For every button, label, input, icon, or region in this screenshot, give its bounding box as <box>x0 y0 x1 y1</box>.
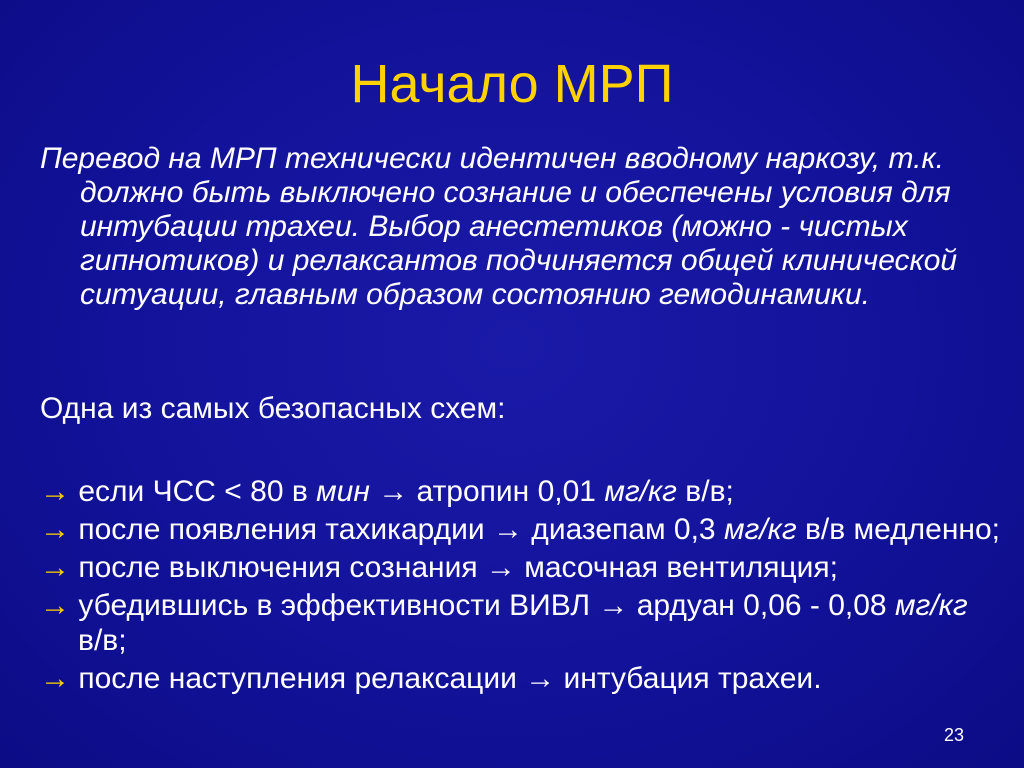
scheme-steps <box>40 474 1000 699</box>
step-text: после наступления релаксации → интубация трахеи. <box>70 662 822 695</box>
arrow-icon: → <box>40 589 70 622</box>
step-3 <box>40 550 1000 585</box>
arrow-icon: → <box>40 662 70 695</box>
page-number: 23 <box>943 725 964 745</box>
step-text: убедившись в эффективности ВИВЛ → ардуан 0,06 - 0,08 <box>70 589 895 622</box>
step-text: → атропин 0,01 <box>369 475 605 508</box>
step-text: если ЧСС < 80 в <box>70 475 317 508</box>
step-text: после выключения сознания → масочная вентиляция; <box>70 551 839 584</box>
step-1 <box>40 474 1000 509</box>
step-text: после появления тахикардии → диазепам 0,3 <box>70 513 724 546</box>
step-unit: мг/кг <box>723 513 797 546</box>
step-text: в/в; <box>676 475 734 508</box>
arrow-icon: → <box>40 513 70 546</box>
step-2 <box>40 512 1000 547</box>
arrow-icon: → <box>40 551 70 584</box>
step-unit: мг/кг <box>604 475 677 508</box>
step-unit: мин <box>316 475 370 508</box>
slide-title: Начало МРП <box>350 54 674 114</box>
step-text: в/в; <box>78 624 127 657</box>
intro-paragraph: Перевод на МРП технически идентичен вводному наркозу, т.к. должно быть выключено сознание и обеспечены условия для интубации трахеи. Выбор анестетиков (можно - чистых гипнотиков) и релаксантов подчиняется общей клинической ситуации, главным образом состоянию гемодинамики. <box>40 142 958 311</box>
scheme-intro: Одна из самых безопасных схем: <box>40 392 506 425</box>
step-4 <box>40 588 1000 658</box>
arrow-icon: → <box>40 475 70 508</box>
step-text: в/в медленно; <box>796 513 1000 546</box>
step-unit: мг/кг <box>894 589 968 622</box>
step-5 <box>40 661 1000 696</box>
